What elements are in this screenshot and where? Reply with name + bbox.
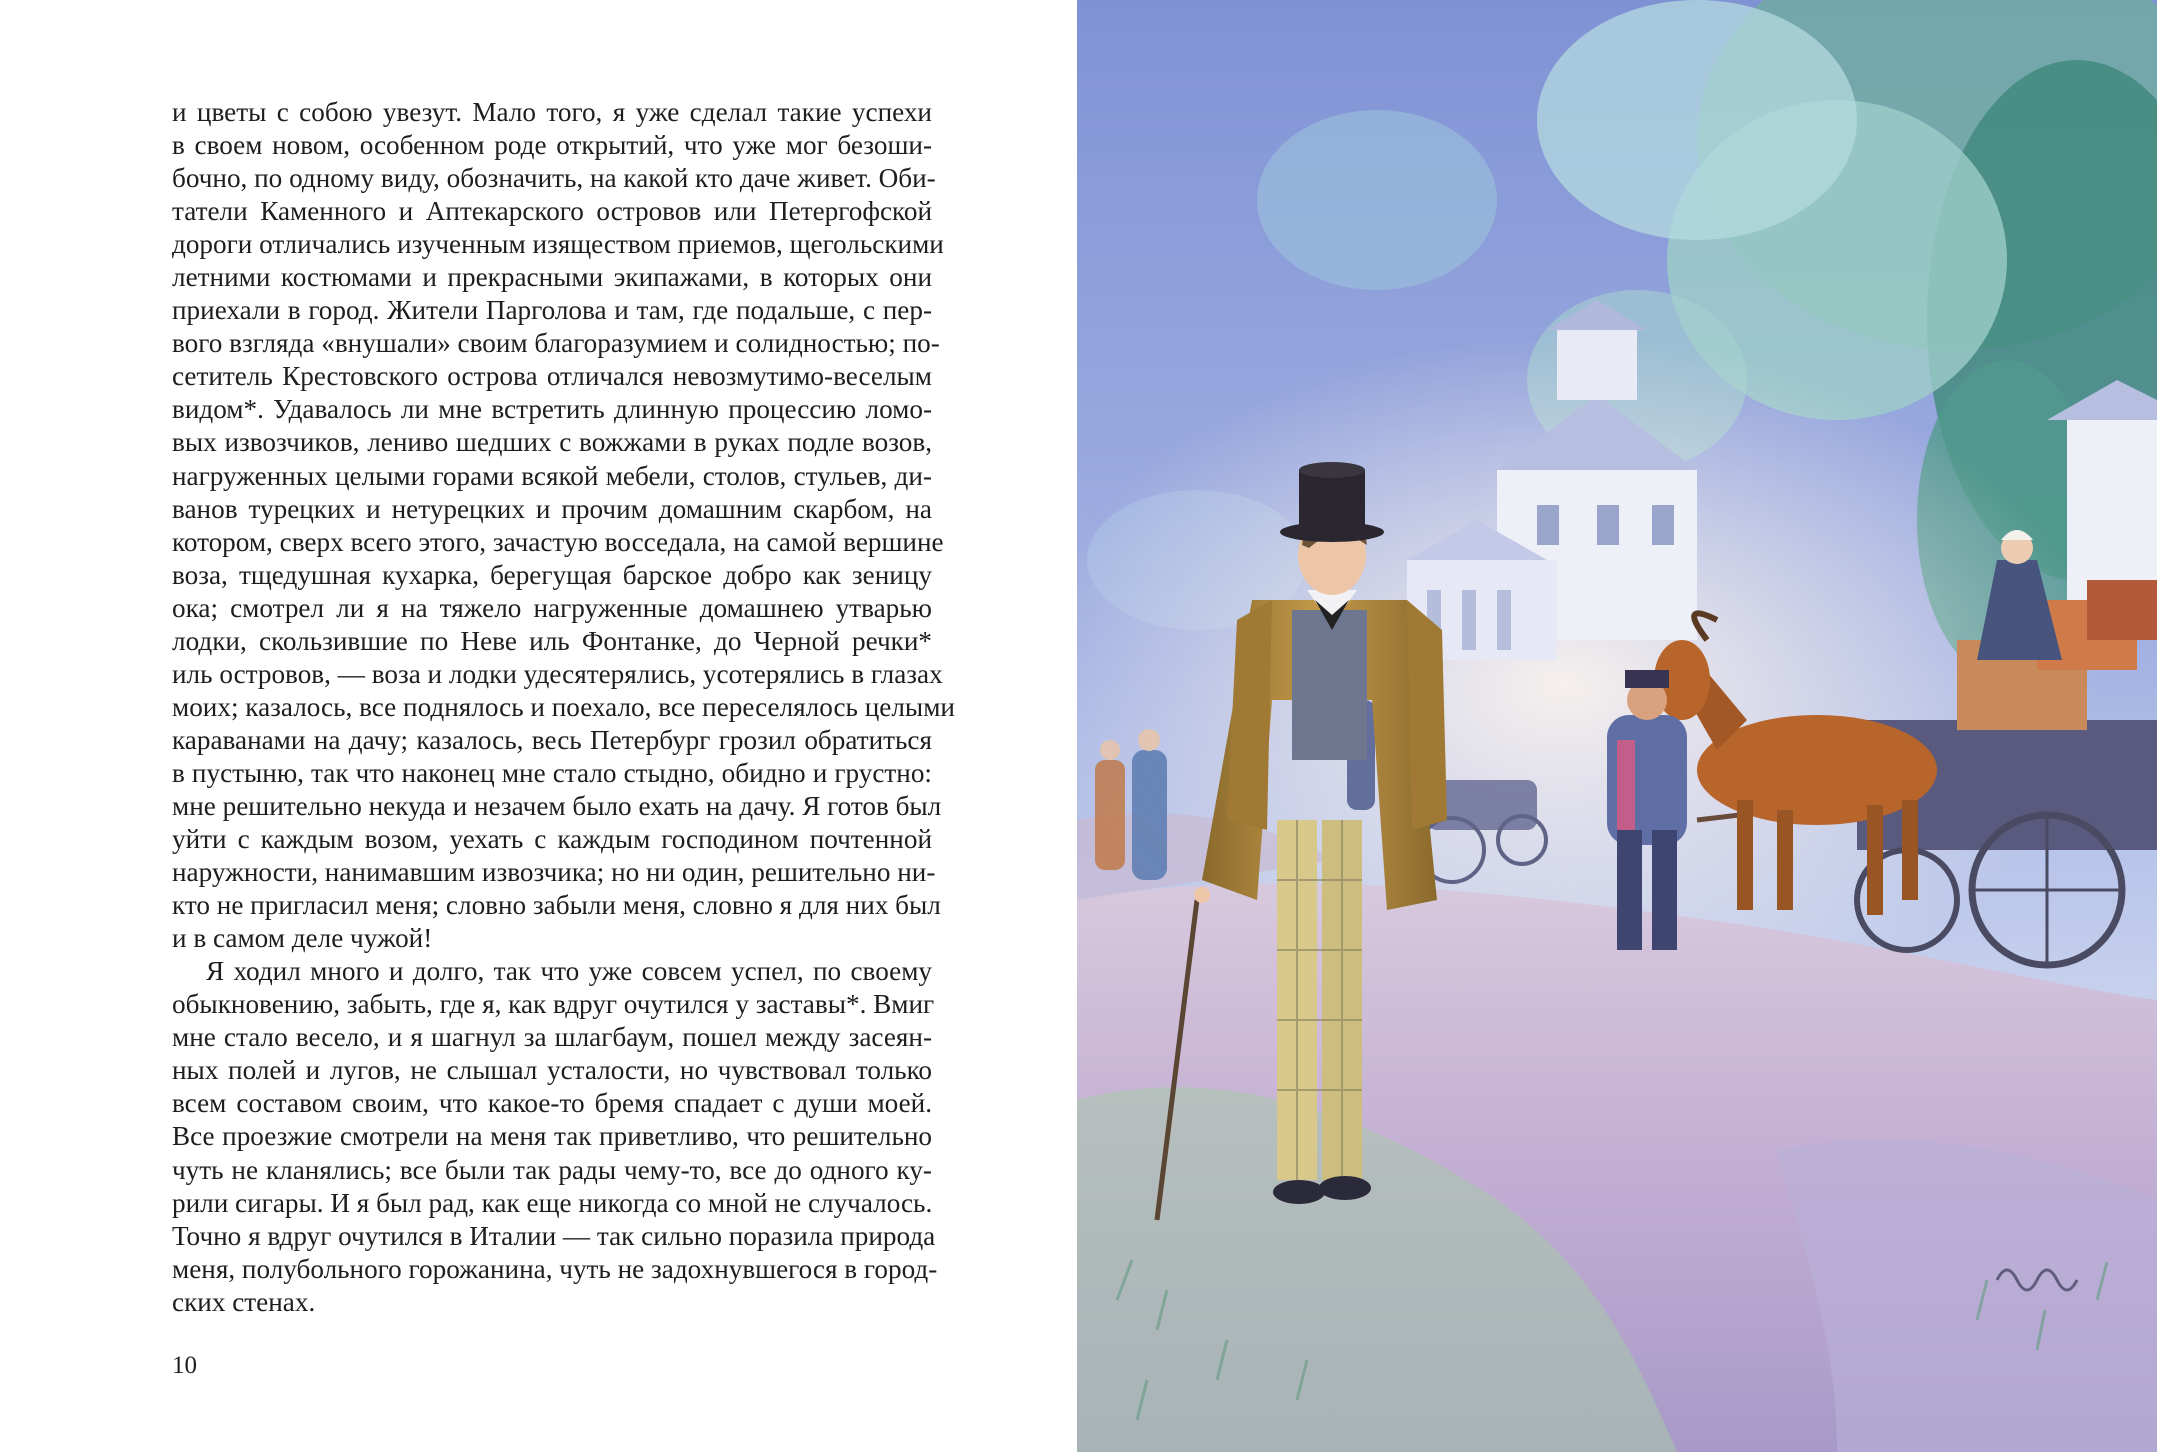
text-line: воза, тщедушная кухарка, берегущая барское добро как зеницу: [172, 559, 932, 590]
text-line: наружности, нанимавшим извозчика; но ни один, решительно ни-: [172, 857, 936, 888]
text-line: уйти с каждым возом, уехать с каждым господином почтенной: [172, 824, 932, 855]
paragraph: [172, 96, 955, 955]
text-line: видом*. Удавалось ли мне встретить длинную процессию ломо-: [172, 394, 932, 425]
text-line: кто не пригласил меня; словно забыли меня, словно я для них был: [172, 890, 941, 921]
text-line: ных полей и лугов, не слышал усталости, но чувствовал только: [172, 1055, 932, 1086]
text-line: Я ходил много и долго, так что уже совсем успел, по своему: [206, 956, 932, 987]
text-line: летними костюмами и прекрасными экипажами, в которых они: [172, 262, 932, 293]
text-line: ских стенах.: [172, 1286, 316, 1317]
text-page: [0, 0, 1077, 1452]
text-line: Все проезжие смотрели на меня так приветливо, что решительно: [172, 1121, 932, 1152]
text-line: и цветы с собою увезут. Мало того, я уже сделал такие успехи: [172, 97, 932, 127]
text-line: приехали в город. Жители Парголова и там, где подальше, с пер-: [172, 295, 932, 326]
text-line: нагруженных целыми горами всякой мебели, столов, стульев, ди-: [172, 460, 932, 491]
text-line: сетитель Крестовского острова отличался невозмутимо-веселым: [172, 361, 932, 392]
text-line: рили сигары. И я был рад, как еще никогда со мной не случалось.: [172, 1187, 933, 1218]
text-line: татели Каменного и Аптекарского островов или Петергофской: [172, 196, 932, 227]
text-line: в своем новом, особенном роде открытий, что уже мог безоши-: [172, 130, 932, 161]
text-line: вого взгляда «внушали» своим благоразумием и солидностью; по-: [172, 328, 940, 359]
text-line: мне стало весело, и я шагнул за шлагбаум, пошел между засеян-: [172, 1022, 932, 1053]
text-line: лодки, скользившие по Неве иль Фонтанке, до Черной речки*: [172, 625, 932, 656]
text-line: караванами на дачу; казалось, весь Петербург грозил обратиться: [172, 724, 932, 755]
text-line: ока; смотрел ли я на тяжело нагруженные домашнею утварью: [172, 592, 932, 623]
text-line: в пустыню, так что наконец мне стало стыдно, обидно и грустно:: [172, 757, 932, 788]
text-line: ванов турецких и нетурецких и прочим домашним скарбом, на: [172, 493, 932, 524]
text-line: обыкновению, забыть, где я, как вдруг очутился у заставы*. Вмиг: [172, 989, 935, 1020]
paragraph: [172, 955, 938, 1319]
watercolor-illustration: [1077, 0, 2157, 1452]
text-line: меня, полубольного горожанина, чуть не задохнувшегося в город-: [172, 1253, 938, 1284]
text-line: иль островов, — воза и лодки удесятерялись, усотерялись в глазах: [172, 658, 943, 689]
body-text: [172, 96, 955, 1319]
text-line: Точно я вдруг очутился в Италии — так сильно поразила природа: [172, 1220, 936, 1251]
text-line: моих; казалось, все поднялось и поехало, все переселялось целыми: [172, 691, 955, 722]
text-line: и в самом деле чужой!: [172, 923, 433, 954]
text-line: чуть не кланялись; все были так рады чему-то, все до одного ку-: [172, 1154, 932, 1185]
text-line: дороги отличались изученным изяществом приемов, щегольскими: [172, 229, 944, 260]
text-line: бочно, по одному виду, обозначить, на какой кто даче живет. Оби-: [172, 163, 936, 194]
text-line: вых извозчиков, лениво шедших с вожжами в руках подле возов,: [172, 427, 932, 458]
text-line: мне решительно некуда и незачем было ехать на дачу. Я готов был: [172, 790, 942, 821]
text-line: всем составом своим, что какое-то бремя спадает с души моей.: [172, 1088, 932, 1119]
text-line: котором, сверх всего этого, зачастую восседала, на самой вершине: [172, 526, 944, 557]
page-number: 10: [172, 1352, 197, 1379]
